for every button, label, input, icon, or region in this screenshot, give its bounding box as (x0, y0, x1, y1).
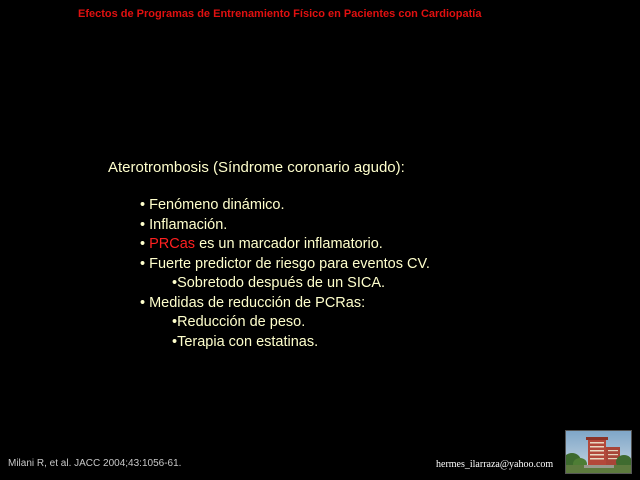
bullet-list (0, 196, 640, 352)
author-email: hermes_ilarraza@yahoo.com (436, 459, 554, 470)
citation: Milani R, et al. JACC 2004;43:1056-61. (8, 458, 182, 469)
bullet-text: • Fuerte predictor de riesgo para eventos CV. (140, 255, 430, 272)
sub-bullet-item (0, 333, 640, 353)
bullet-text: es un marcador inflamatorio. (195, 236, 383, 252)
bullet-text: •Reducción de peso. (172, 314, 306, 330)
bullet-item (0, 196, 640, 216)
bullet-prefix: • (140, 236, 150, 252)
sub-bullet-item (0, 313, 640, 333)
slide-heading: Aterotrombosis (Síndrome coronario agudo): (108, 159, 405, 176)
bullet-text: • Medidas de reducción de PCRas: (140, 294, 366, 311)
bullet-text: • Inflamación. (140, 216, 228, 233)
slide-title: Efectos de Programas de Entrenamiento Físico en Pacientes con Cardiopatía (78, 8, 482, 20)
hospital-building-photo-icon (565, 430, 632, 474)
bullet-item (0, 235, 640, 255)
bullet-text: • Fenómeno dinámico. (140, 197, 285, 213)
bullet-item (0, 294, 640, 314)
highlight-term: PRCas (149, 236, 196, 252)
bullet-item (0, 255, 640, 275)
bullet-text: •Sobretodo después de un SICA. (172, 275, 386, 291)
bullet-text: •Terapia con estatinas. (172, 333, 319, 350)
bullet-item (0, 216, 640, 236)
sub-bullet-item (0, 274, 640, 294)
